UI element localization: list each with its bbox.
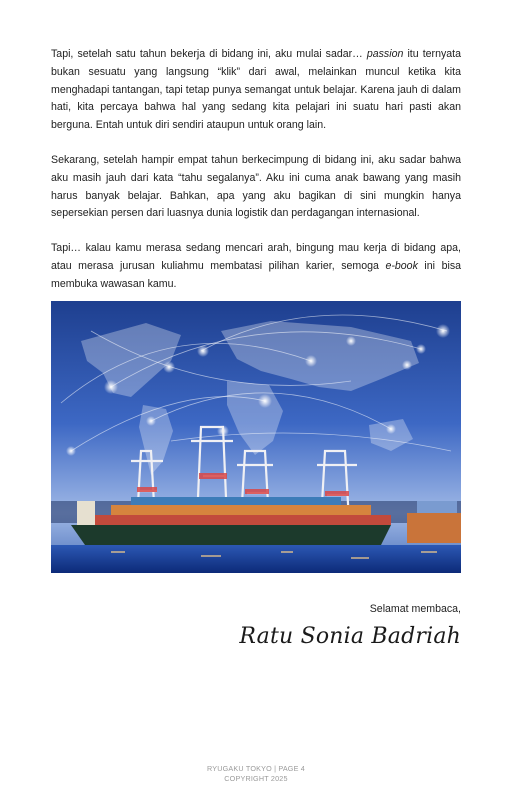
- port-illustration: [51, 301, 461, 573]
- paragraph-text: Sekarang, setelah hampir empat tahun berkecimpung di bidang ini, aku sadar bahwa aku masih jauh dari kata “tahu segalanya”. Aku ini cuma anak bawang yang masih harus banyak belajar. Bahkan, apa yang aku bagikan di sini mungkin hanya sepersekian persen dari luasnya dunia logistik dan perdagangan internasional.: [51, 153, 461, 220]
- port-world-map-photo: [51, 301, 461, 573]
- paragraph: [51, 46, 461, 135]
- italic-term: passion: [366, 48, 404, 60]
- paragraph-text: Tapi… kalau kamu merasa sedang mencari arah, bingung mau kerja di bidang apa, atau merasa jurusan kuliahmu membatasi pilihan karier, semoga: [51, 242, 461, 272]
- italic-term: e-book: [385, 259, 418, 272]
- paragraph: [51, 152, 461, 223]
- paragraph-text: itu ternyata bukan sesuatu yang langsung “klik” dari awal, melainkan muncul ketika kita menghadapi tantangan, tapi tetap punya semangat untuk belajar. Karena jauh di dalam hati, kita percaya bahwa hal yang sedang kita pelajari ini suatu hari pasti akan berguna. Entah untuk diri sendiri ataupun untuk orang lain.: [51, 48, 461, 132]
- paragraph-text: ini bisa membuka wawasan kamu.: [51, 259, 462, 290]
- paragraph-text: Tapi, setelah satu tahun bekerja di bidang ini, aku mulai sadar…: [51, 48, 367, 60]
- footer-copyright: COPYRIGHT 2025: [224, 774, 288, 783]
- closing-greeting: Selamat membaca,: [369, 603, 461, 615]
- footer-page-label: RYUGAKU TOKYO | PAGE 4: [206, 764, 305, 773]
- author-signature: Ratu Sonia Badriah: [239, 624, 461, 649]
- paragraph: [51, 240, 461, 293]
- page-footer: [0, 764, 512, 784]
- body-text: [51, 46, 461, 311]
